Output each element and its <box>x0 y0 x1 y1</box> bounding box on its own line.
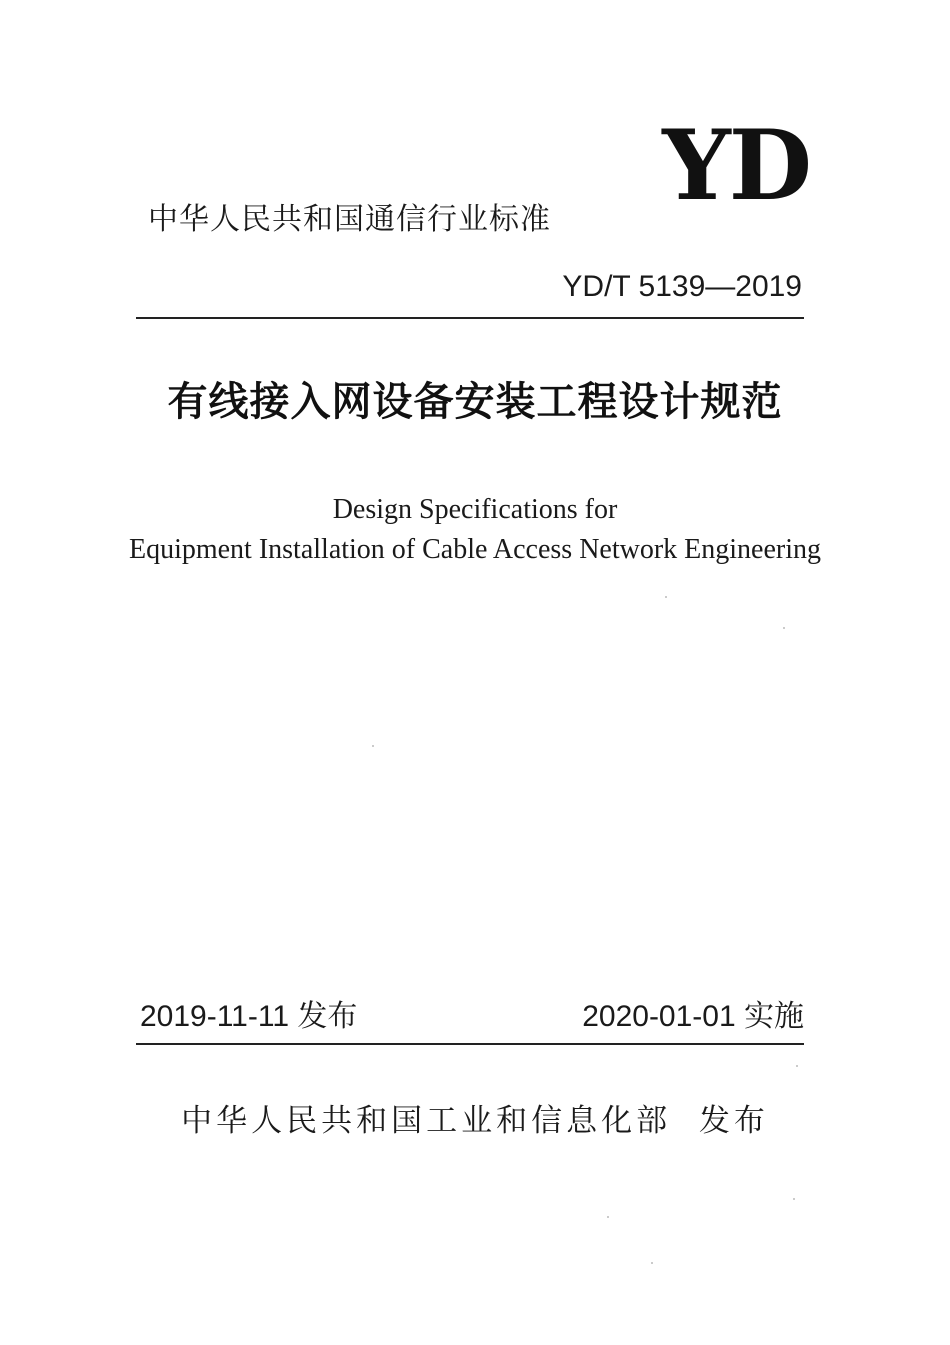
industry-standard-label: 中华人民共和国通信行业标准 <box>148 202 551 237</box>
scan-speck <box>651 1262 653 1264</box>
scan-speck <box>607 1216 609 1218</box>
scan-speck <box>793 1198 795 1200</box>
issue-date: 2019-11-11 发布 <box>140 1000 358 1033</box>
implementation-date: 2020-01-01 实施 <box>582 1000 804 1033</box>
scan-speck <box>372 745 374 747</box>
document-title-chinese: 有线接入网设备安装工程设计规范 <box>167 378 783 425</box>
top-divider <box>136 317 804 319</box>
scan-speck <box>796 1065 798 1067</box>
bottom-divider <box>136 1043 804 1045</box>
standard-number: YD/T 5139—2019 <box>562 270 802 303</box>
document-title-english-line2: Equipment Installation of Cable Access Network Engineering <box>128 534 822 565</box>
scan-speck <box>665 596 667 598</box>
yd-logo: YD <box>662 109 810 222</box>
document-title-english-line1: Design Specifications for <box>332 494 618 525</box>
scan-speck <box>783 627 785 629</box>
publisher: 中华人民共和国工业和信息化部 发布 <box>181 1103 769 1139</box>
